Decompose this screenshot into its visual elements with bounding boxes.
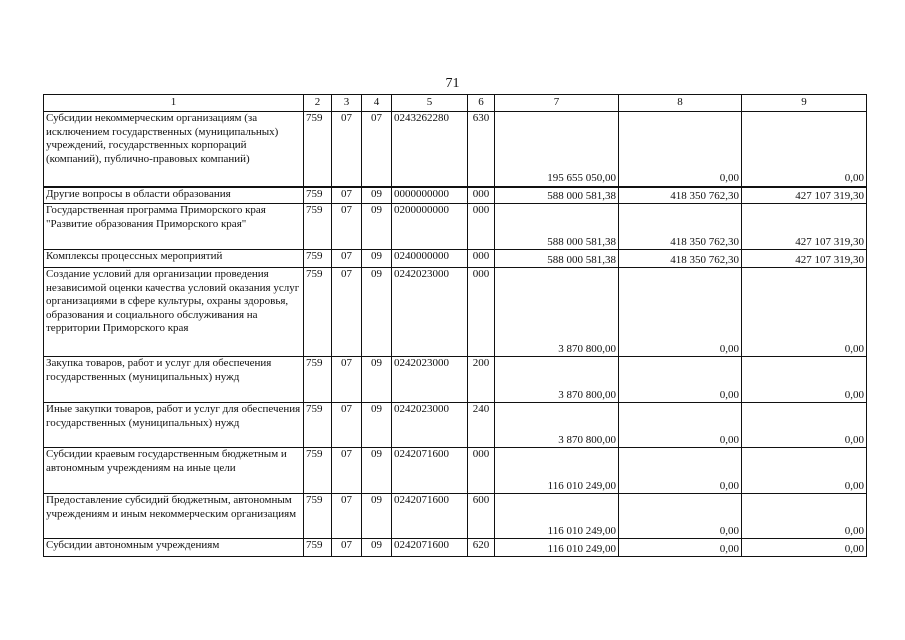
cell-code: 759 (304, 403, 332, 448)
row-name: Субсидии автономным учреждениям (44, 539, 304, 557)
cell-code: 0242071600 (392, 539, 468, 557)
cell-code: 07 (332, 204, 362, 250)
table-row (44, 494, 867, 539)
cell-code: 000 (468, 268, 495, 357)
cell-code: 759 (304, 357, 332, 403)
cell-code: 759 (304, 250, 332, 268)
budget-table (43, 94, 867, 557)
cell-code: 240 (468, 403, 495, 448)
cell-code: 200 (468, 357, 495, 403)
cell-amount: 0,00 (619, 268, 742, 357)
cell-code: 0200000000 (392, 204, 468, 250)
cell-amount: 0,00 (742, 403, 867, 448)
cell-code: 09 (362, 187, 392, 204)
cell-code: 07 (332, 268, 362, 357)
cell-code: 07 (332, 403, 362, 448)
cell-code: 0242023000 (392, 357, 468, 403)
cell-code: 09 (362, 539, 392, 557)
cell-amount: 116 010 249,00 (495, 539, 619, 557)
column-header: 6 (468, 95, 495, 112)
cell-code: 07 (332, 187, 362, 204)
cell-amount: 588 000 581,38 (495, 187, 619, 204)
cell-amount: 0,00 (619, 448, 742, 494)
cell-amount: 0,00 (742, 539, 867, 557)
cell-code: 759 (304, 268, 332, 357)
cell-code: 07 (332, 250, 362, 268)
row-name: Субсидии краевым государственным бюджетным и автономным учреждениям на иные цели (44, 448, 304, 494)
table-row (44, 187, 867, 204)
cell-amount: 427 107 319,30 (742, 250, 867, 268)
cell-amount: 0,00 (619, 539, 742, 557)
cell-code: 759 (304, 448, 332, 494)
table-row (44, 357, 867, 403)
cell-code: 0000000000 (392, 187, 468, 204)
cell-code: 0242071600 (392, 494, 468, 539)
column-header: 8 (619, 95, 742, 112)
row-name: Создание условий для организации проведения независимой оценки качества условий оказания услуг организациями в сфере культуры, охраны здоровья, образования и социального обслуживания на территории Приморского края (44, 268, 304, 357)
table-row (44, 112, 867, 187)
cell-amount: 418 350 762,30 (619, 250, 742, 268)
cell-code: 07 (332, 494, 362, 539)
cell-code: 09 (362, 403, 392, 448)
cell-code: 07 (332, 539, 362, 557)
cell-code: 000 (468, 448, 495, 494)
table-row (44, 268, 867, 357)
cell-amount: 418 350 762,30 (619, 204, 742, 250)
column-header: 3 (332, 95, 362, 112)
table-header-row (44, 95, 867, 112)
cell-amount: 0,00 (742, 268, 867, 357)
row-name: Комплексы процессных мероприятий (44, 250, 304, 268)
cell-code: 07 (332, 112, 362, 187)
cell-code: 09 (362, 448, 392, 494)
cell-amount: 427 107 319,30 (742, 204, 867, 250)
column-header: 4 (362, 95, 392, 112)
cell-amount: 588 000 581,38 (495, 250, 619, 268)
cell-amount: 116 010 249,00 (495, 494, 619, 539)
cell-code: 0242071600 (392, 448, 468, 494)
cell-code: 0240000000 (392, 250, 468, 268)
column-header: 9 (742, 95, 867, 112)
cell-amount: 3 870 800,00 (495, 357, 619, 403)
cell-amount: 0,00 (742, 448, 867, 494)
cell-code: 000 (468, 250, 495, 268)
column-header: 7 (495, 95, 619, 112)
cell-code: 759 (304, 112, 332, 187)
cell-code: 07 (332, 357, 362, 403)
cell-code: 09 (362, 494, 392, 539)
cell-code: 759 (304, 494, 332, 539)
cell-amount: 418 350 762,30 (619, 187, 742, 204)
table-row (44, 448, 867, 494)
cell-code: 0242023000 (392, 268, 468, 357)
row-name: Другие вопросы в области образования (44, 187, 304, 204)
cell-amount: 0,00 (742, 112, 867, 187)
cell-code: 09 (362, 268, 392, 357)
cell-amount: 427 107 319,30 (742, 187, 867, 204)
cell-code: 0243262280 (392, 112, 468, 187)
cell-code: 09 (362, 204, 392, 250)
cell-amount: 3 870 800,00 (495, 268, 619, 357)
cell-code: 0242023000 (392, 403, 468, 448)
cell-code: 09 (362, 250, 392, 268)
cell-amount: 0,00 (619, 112, 742, 187)
row-name: Субсидии некоммерческим организациям (за исключением государственных (муниципальных) учреждений, государственных корпораций (компаний), публично-правовых компаний) (44, 112, 304, 187)
cell-code: 07 (332, 448, 362, 494)
cell-code: 000 (468, 204, 495, 250)
cell-amount: 3 870 800,00 (495, 403, 619, 448)
cell-amount: 195 655 050,00 (495, 112, 619, 187)
column-header: 5 (392, 95, 468, 112)
row-name: Предоставление субсидий бюджетным, автономным учреждениям и иным некоммерческим организациям (44, 494, 304, 539)
column-header: 1 (44, 95, 304, 112)
cell-code: 000 (468, 187, 495, 204)
cell-code: 09 (362, 357, 392, 403)
cell-amount: 0,00 (619, 494, 742, 539)
row-name: Закупка товаров, работ и услуг для обеспечения государственных (муниципальных) нужд (44, 357, 304, 403)
cell-code: 600 (468, 494, 495, 539)
cell-amount: 0,00 (742, 494, 867, 539)
column-header: 2 (304, 95, 332, 112)
page-number: 71 (445, 76, 460, 91)
cell-amount: 0,00 (742, 357, 867, 403)
cell-amount: 0,00 (619, 403, 742, 448)
table-row (44, 539, 867, 557)
cell-code: 620 (468, 539, 495, 557)
row-name: Иные закупки товаров, работ и услуг для обеспечения государственных (муниципальных) нужд (44, 403, 304, 448)
cell-amount: 0,00 (619, 357, 742, 403)
cell-amount: 116 010 249,00 (495, 448, 619, 494)
cell-code: 759 (304, 539, 332, 557)
table-row (44, 250, 867, 268)
cell-code: 759 (304, 204, 332, 250)
cell-code: 759 (304, 187, 332, 204)
row-name: Государственная программа Приморского края "Развитие образования Приморского края" (44, 204, 304, 250)
table-row (44, 403, 867, 448)
cell-amount: 588 000 581,38 (495, 204, 619, 250)
cell-code: 630 (468, 112, 495, 187)
cell-code: 07 (362, 112, 392, 187)
table-row (44, 204, 867, 250)
